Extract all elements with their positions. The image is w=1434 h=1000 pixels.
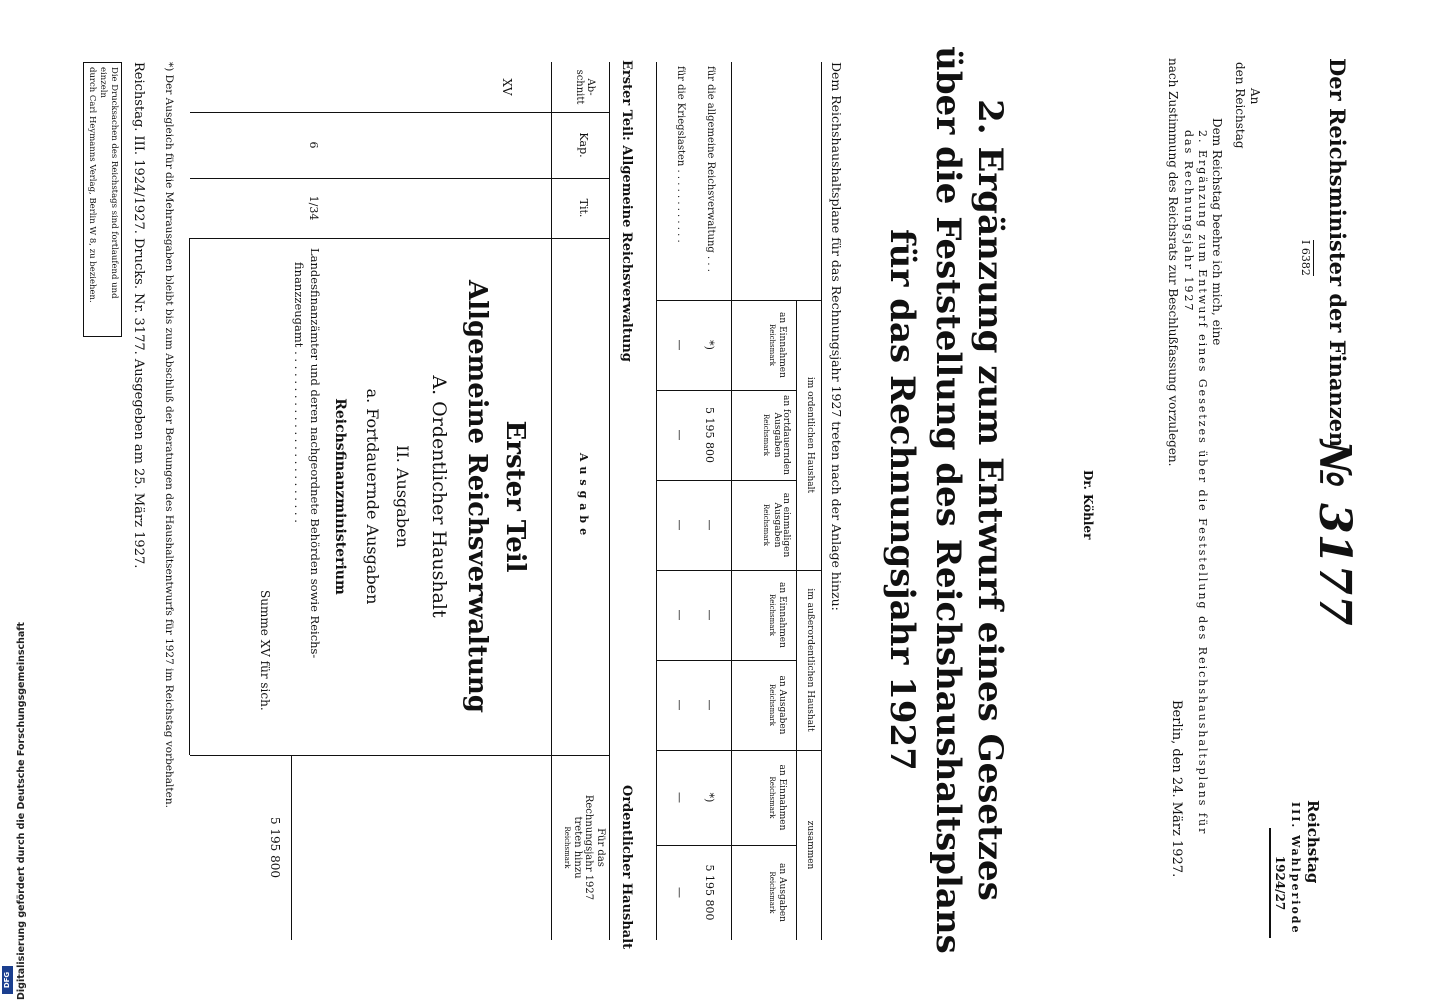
table-cell: — (673, 339, 686, 351)
table-cell: — (703, 609, 716, 621)
heading-reichsverwaltung: Allgemeine Reichsverwaltung (462, 280, 492, 713)
footnote: *) Der Ausgleich für die Mehrausgaben bleibt bis zum Abschluß der Beratungen des Haushaltsentwurfs für 1927 im Reichstag vorbehalten. (163, 62, 175, 808)
doc-reference: I 6382 (1299, 240, 1312, 276)
col-header: an Ausgaben Reichsmark (767, 675, 787, 735)
item-line-1: Landesfinanzämter und deren nachgeordnete Behörden sowie Reichs- (308, 248, 322, 659)
col-header: an Einnahmen Reichsmark (767, 312, 787, 378)
letter-line-3: das Rechnungsjahr 1927 (1182, 130, 1195, 313)
item-value: 5 195 800 (268, 816, 282, 879)
h-tit: Tit. (577, 198, 590, 218)
title-line-1: 2. Ergänzung zum Entwurf eines Gesetzes (970, 99, 1010, 901)
group-zusammen: zusammen (805, 820, 815, 870)
table-cell: 5 195 800 (703, 864, 716, 921)
distribution-note-box: Die Drucksachen des Reichstags sind fortlaufend und einzeln durch Carl Heymanns Verlag, Berlin W 8, zu beziehen. (83, 62, 122, 337)
table-cell: — (703, 699, 716, 711)
sum-label: Summe XV für sich. (258, 590, 272, 711)
col-header: an fortdauernden Ausgaben Reichsmark (762, 395, 791, 475)
h-abschnitt: Ab- schnitt (574, 69, 596, 105)
place-date: Berlin, den 24. März 1927. (1169, 700, 1184, 878)
heading-erster-teil: Erster Teil (500, 420, 530, 573)
letter-line-1: Dem Reichstag beehre ich mich, eine (1210, 118, 1224, 346)
col-header: an Einnahmen Reichsmark (767, 764, 787, 831)
minister-heading: Der Reichsminister der Finanzen (1325, 58, 1350, 448)
h-kap: Kap. (577, 132, 590, 158)
section-right: Ordentlicher Haushalt (619, 785, 634, 950)
h-rechnungsjahr: Für das Rechnungsjahr 1927 treten hinzu Reichsmark (563, 794, 606, 901)
table-cell: — (673, 887, 686, 898)
heading-ordentlicher-haushalt: A. Ordentlicher Haushalt (428, 375, 450, 618)
col-header: an Ausgaben Reichsmark (767, 863, 787, 922)
table-cell: — (673, 699, 686, 711)
print-line: Reichstag. III. 1924/1927. Drucks. Nr. 3177. Ausgegeben am 25. März 1927. (131, 62, 146, 569)
heading-ausgaben: II. Ausgaben (393, 445, 412, 548)
section-left: Erster Teil: Allgemeine Reichsverwaltung (619, 60, 634, 362)
col-header: an einmaligen Ausgaben Reichsmark (762, 492, 791, 558)
table-cell: — (673, 609, 686, 621)
col-header: an Einnahmen Reichsmark (767, 582, 787, 648)
table-cell: *) (703, 792, 716, 803)
table-cell: — (673, 519, 686, 531)
heading-fortdauernde: a. Fortdauernde Ausgaben (363, 388, 382, 605)
row-label: für die allgemeine Reichsverwaltung . . . (705, 66, 716, 272)
document-number: № 3177 (1309, 440, 1360, 626)
heading-ministerium: Reichsfinanzministerium (332, 398, 348, 595)
digitization-credit: Digitalisierung gefördert durch die Deutsche Forschungsgemeinschaft (16, 622, 27, 1000)
period-line: III. Wahlperiode (1289, 802, 1302, 935)
table-cell: — (673, 429, 686, 441)
title-line-3: für das Rechnungsjahr 1927 (882, 229, 922, 771)
title-line-2: über die Feststellung des Reichshaushaltsplans (928, 46, 968, 954)
period-years: 1924/27 (1269, 828, 1287, 938)
address-an: An (1248, 88, 1262, 105)
table-cell: — (673, 792, 686, 803)
intro-text: Dem Reichshaushaltsplane für das Rechnungsjahr 1927 treten nach der Anlage hinzu: (829, 62, 844, 611)
letter-line-2: 2. Ergänzung zum Entwurf eines Gesetzes über die Feststellung des Reichshaushaltsplans für (1196, 130, 1209, 836)
signature: Dr. Köhler (1081, 470, 1095, 540)
reichstag-label: Reichstag (1304, 800, 1322, 884)
letter-line-4: nach Zustimmung des Reichsrats zur Beschlußfassung vorzulegen. (1166, 58, 1180, 467)
address-reichstag: den Reichstag (1233, 62, 1247, 149)
abschnitt-value: XV (500, 78, 514, 96)
h-ausgabe: Ausgabe (577, 452, 590, 541)
item-line-2: finanzzeugamt . . . . . . . . . . . . . . . . . . . . . . . . (292, 262, 306, 523)
dfg-logo: DFG (2, 966, 13, 994)
tit-value: 1/34 (307, 195, 320, 221)
group-ausserordentlich: im außerordentlichen Haushalt (805, 588, 815, 732)
table-cell: *) (703, 340, 716, 350)
kap-value: 6 (307, 141, 320, 149)
group-ordentlich: im ordentlichen Haushalt (805, 376, 815, 494)
table-cell: — (703, 519, 716, 531)
row-label: für die Kriegslasten . . . . . . . . . . . . (675, 66, 686, 243)
table-cell: 5 195 800 (703, 407, 716, 463)
